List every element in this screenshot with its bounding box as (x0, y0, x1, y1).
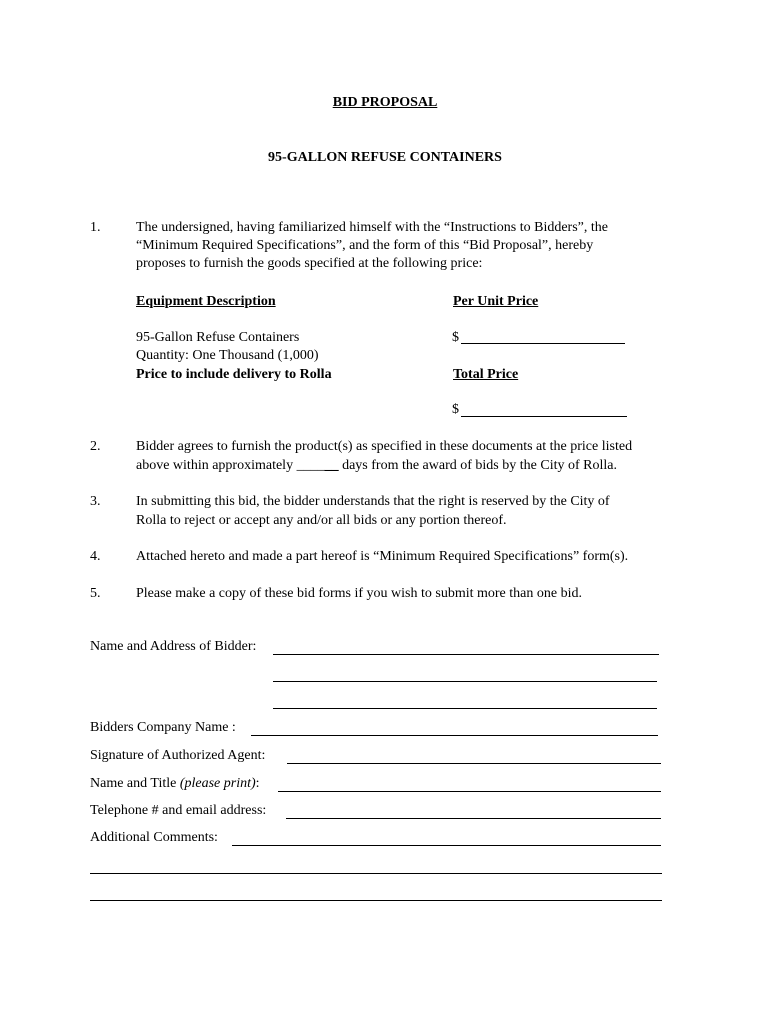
item-text-line: “Minimum Required Specifications”, and the form of this “Bid Proposal”, hereby (136, 238, 594, 253)
item-number: 3. (90, 494, 101, 509)
total-price-input-line[interactable] (461, 416, 627, 417)
item-number: 4. (90, 549, 101, 564)
delivery-days-blank[interactable]: __ (324, 458, 339, 473)
equipment-name: 95-Gallon Refuse Containers (136, 330, 300, 345)
name-title-label-text: Name and Title (90, 776, 180, 791)
additional-comments-field-line-2[interactable] (90, 873, 662, 874)
item-text-part: days from the award of bids by the City of Rolla. (338, 458, 617, 473)
signature-label: Signature of Authorized Agent: (90, 748, 266, 763)
item-text-part: above within approximately ____ (136, 458, 325, 473)
item-text-line: Attached hereto and made a part hereof is “Minimum Required Specifications” form(s). (136, 549, 629, 564)
item-text-line: Rolla to reject or accept any and/or all bids or any portion thereof. (136, 513, 507, 528)
unit-price-input-line[interactable] (461, 343, 625, 344)
please-print-note: (please print) (179, 776, 256, 791)
additional-comments-field-line-1[interactable] (232, 845, 661, 846)
item-number: 1. (90, 220, 101, 235)
document-title: BID PROPOSAL (332, 95, 438, 110)
name-title-label (90, 775, 260, 793)
equipment-delivery-note: Price to include delivery to Rolla (136, 367, 332, 382)
item-text-line (136, 457, 617, 475)
item-number: 2. (90, 439, 101, 454)
name-address-label: Name and Address of Bidder: (90, 639, 257, 654)
item-text-line: proposes to furnish the goods specified at the following price: (136, 256, 483, 271)
per-unit-price-header: Per Unit Price (453, 294, 539, 309)
item-number: 5. (90, 586, 101, 601)
name-address-field-line-1[interactable] (273, 654, 659, 655)
name-title-field-line[interactable] (278, 791, 661, 792)
additional-comments-field-line-3[interactable] (90, 900, 662, 901)
unit-price-currency: $ (452, 330, 459, 345)
item-text-line: Bidder agrees to furnish the product(s) as specified in these documents at the price listed (136, 439, 633, 454)
name-title-colon: : (255, 776, 260, 791)
total-price-currency: $ (452, 402, 459, 417)
name-address-field-line-3[interactable] (273, 708, 657, 709)
equipment-quantity: Quantity: One Thousand (1,000) (136, 348, 319, 363)
company-name-field-line[interactable] (251, 735, 658, 736)
telephone-email-field-line[interactable] (286, 818, 661, 819)
signature-field-line[interactable] (287, 763, 661, 764)
telephone-email-label: Telephone # and email address: (90, 803, 267, 818)
total-price-header: Total Price (453, 367, 519, 382)
document-subtitle: 95-GALLON REFUSE CONTAINERS (268, 150, 502, 165)
equipment-description-header: Equipment Description (136, 294, 276, 309)
item-text-line: In submitting this bid, the bidder understands that the right is reserved by the City of (136, 494, 610, 509)
item-text-line: The undersigned, having familiarized himself with the “Instructions to Bidders”, the (136, 220, 608, 235)
name-address-field-line-2[interactable] (273, 681, 657, 682)
additional-comments-label: Additional Comments: (90, 830, 218, 845)
company-name-label: Bidders Company Name : (90, 720, 236, 735)
item-text-line: Please make a copy of these bid forms if you wish to submit more than one bid. (136, 586, 582, 601)
